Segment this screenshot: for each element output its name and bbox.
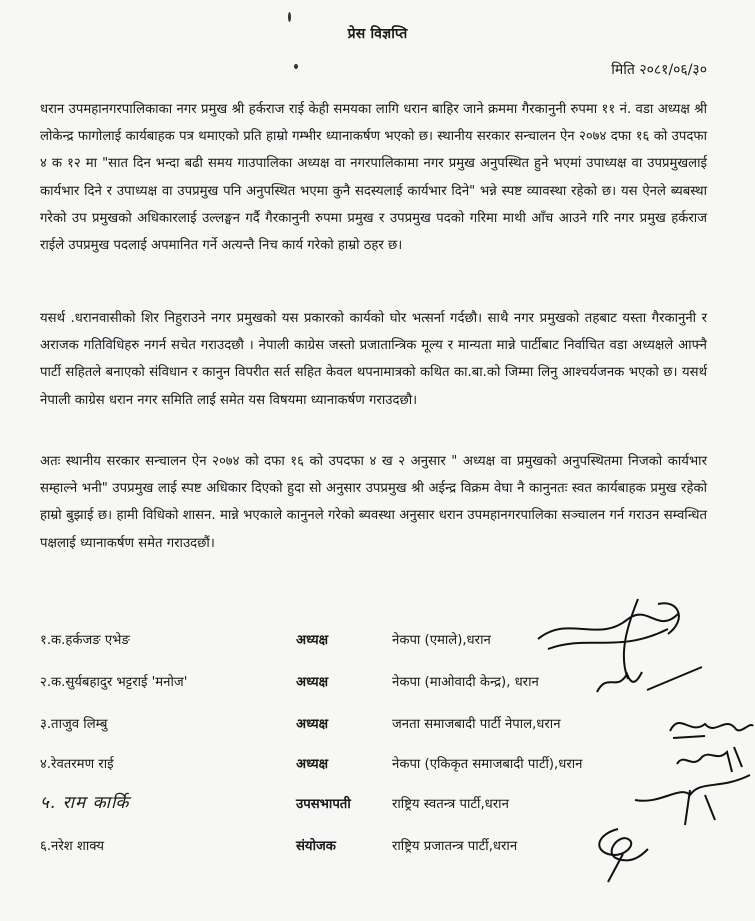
signatory-role: संयोजक bbox=[296, 839, 336, 854]
handwritten-signature-icon bbox=[588, 824, 658, 884]
signatory-row bbox=[0, 714, 755, 744]
signatory-role: अध्यक्ष bbox=[296, 757, 329, 772]
signatory-name: १.क.हर्कजङ एभेङ bbox=[40, 633, 130, 648]
signatory-role: अध्यक्ष bbox=[296, 675, 329, 690]
signatory-party: नेकपा (माओवादी केन्द्र), धरान bbox=[392, 675, 539, 690]
paragraph-1: धरान उपमहानगरपालिकाका नगर प्रमुख श्री हर्कराज राई केही समयका लागि धरान बाहिर जाने क्रममा गैरकानुनी रुपमा ११ नं. वडा अध्यक्ष श्री लोकेन्द्र फागोलाई कार्यबाहक पत्र थमाएको प्रति हाम्रो गम्भीर ध्यानाकर्षण भएको छ। स्थानीय सरकार सन्चालन ऐन २०७४ दफा १६ को उपदफा ४ क १२ मा "सात दिन भन्दा बढी समय गाउपालिका अध्यक्ष वा नगरपालिकामा नगर प्रमुख अनुपस्थित हुने भएमां उपाध्यक्ष वा उपप्रमुखलाई कार्यभार दिने र उपाध्यक्ष वा उपप्रमुख पनि अनुपस्थित भएमा कुनै सदस्यलाई कार्यभार दिने" भन्ने स्पष्ट व्यावस्था रहेको छ। यस ऐनले ब्यबस्था गरेको उप प्रमुखको अधिकारलाई उल्लङ्घन गर्दै गैरकानुनी रुपमा प्रमुख र उपप्रमुख पदको गरिमा माथी आँच आउने गरि नगर प्रमुख हर्कराज राईले उपप्रमुख पदलाई अपमानित गर्ने अत्यन्तै निच कार्य गरेको हाम्रो ठहर छ। bbox=[40, 102, 707, 254]
document-date: मिति २०८१/०६/३० bbox=[611, 62, 707, 78]
scan-mark bbox=[294, 64, 298, 69]
paragraph-3: अतः स्थानीय सरकार सन्चालन ऐन २०७४ को दफा १६ को उपदफा ४ ख २ अनुसार " अध्यक्ष वा प्रमुखको अनुपस्थितमा निजको कार्यभार सम्हाल्ने भनी" उपप्रमुख लाई स्पष्ट अधिकार दिएको हुदा सो अनुसार उपप्रमुख श्री अईन्द्र विक्रम वेघा नै कानुनतः स्वत कार्यबाहक प्रमुख रहेको हाम्रो बुझाई छ। हामी विधिको शासन. मान्ने भएकाले कानुनले गरेको ब्यवस्था अनुसार धरान उपमहानगरपालिका सञ्चालन गर्न गराउन सम्वन्धित पक्षलाई ध्यानाकर्षण समेत गराउदछौं। bbox=[40, 454, 707, 551]
signatory-party: नेकपा (एमाले),धरान bbox=[392, 633, 491, 648]
signatory-party: नेकपा (एकिकृत समाजबादी पार्टी),धरान bbox=[392, 757, 583, 772]
signatory-party: राष्ट्रिय स्वतन्त्र पार्टी,धरान bbox=[392, 797, 509, 812]
signatory-name: ४.रेवतरमण राई bbox=[40, 757, 114, 772]
signatory-party: जनता समाजबादी पार्टी नेपाल,धरान bbox=[392, 717, 561, 732]
signatory-row bbox=[0, 836, 755, 866]
signatory-name: ३.ताजुव लिम्बु bbox=[40, 717, 108, 732]
signatory-name: ५. राम कार्कि bbox=[40, 793, 130, 813]
signatory-row bbox=[0, 672, 755, 702]
handwritten-signature-icon bbox=[665, 706, 755, 746]
paragraph-2: यसर्थ .धरानवासीको शिर निहुराउने नगर प्रमुखको यस प्रकारको कार्यको घोर भत्सर्ना गर्दछौ। साथै नगर प्रमुखको तहबाट यस्ता गैरकानुनी र अराजक गतिविधिहरु नगर्न सचेत गराउदछौ । नेपाली काग्रेस जस्तो प्रजातान्त्रिक मूल्य र मान्यता मान्ने पार्टीबाट निर्वाचित वडा अध्यक्षले आफ्नै पार्टी सहितले बनाएको संविधान र कानुन विपरीत सर्त सहित केवल थपनामात्रको कथित का.बा.को जिम्मा लिनु आश्चर्यजनक भएको छ। यसर्थ नेपाली काग्रेस धरान नगर समिति लाई समेत यस विषयमा ध्यानाकर्षण गराउदछौ। bbox=[40, 311, 707, 408]
handwritten-signature-icon bbox=[592, 662, 712, 702]
signatory-role: अध्यक्ष bbox=[296, 717, 329, 732]
signatory-name: २.क.सुर्यबहादुर भट्टराई 'मनोज' bbox=[40, 675, 188, 690]
signatory-name: ६.नरेश शाक्य bbox=[40, 839, 105, 854]
document-title: प्रेस विज्ञप्ति bbox=[347, 26, 408, 42]
scan-mark bbox=[288, 12, 291, 22]
signatory-role: उपसभापती bbox=[296, 797, 351, 812]
signatory-row bbox=[0, 794, 755, 824]
handwritten-signature-icon bbox=[630, 770, 755, 830]
signatory-role: अध्यक्ष bbox=[296, 633, 329, 648]
signatory-party: राष्ट्रिय प्रजातन्त्र पार्टी,धरान bbox=[392, 839, 518, 854]
signatory-row bbox=[0, 630, 755, 660]
